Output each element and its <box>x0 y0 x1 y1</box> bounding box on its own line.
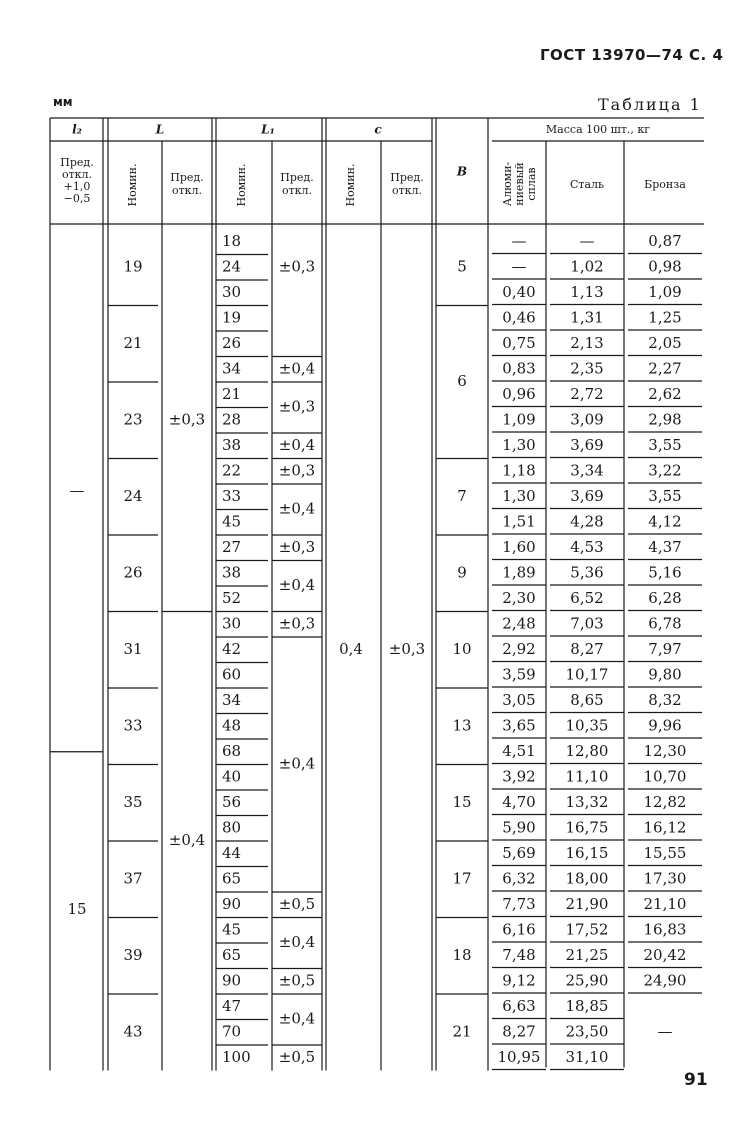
steel-mass-value: 4,28 <box>570 512 604 531</box>
B-value: 7 <box>457 486 467 505</box>
table-title: Таблица 1 <box>598 95 702 114</box>
aluminium-mass-value: 9,12 <box>502 971 536 990</box>
aluminium-mass-value: 0,46 <box>502 308 536 327</box>
bronze-mass-value: 4,12 <box>648 512 682 531</box>
L1-nominal-value: 65 <box>222 945 242 964</box>
L1-nominal-value: 30 <box>222 282 242 301</box>
header-nominal: Номин. <box>126 163 139 207</box>
L1-tolerance-value: ±0,3 <box>278 461 316 480</box>
steel-mass-value: 21,25 <box>565 945 609 964</box>
steel-mass-value: 18,85 <box>565 996 609 1015</box>
L1-tolerance-value: ±0,5 <box>278 894 316 913</box>
steel-mass-value: 17,52 <box>565 920 609 939</box>
steel-mass-value: 31,10 <box>565 1047 609 1066</box>
aluminium-mass-value: 6,16 <box>502 920 536 939</box>
header-tolerance: Пред. <box>390 171 424 184</box>
header-l2: l₂ <box>72 122 82 137</box>
steel-mass-value: 8,27 <box>570 639 604 658</box>
steel-mass-value: 10,35 <box>565 716 609 735</box>
bronze-mass-value: 3,55 <box>648 435 682 454</box>
aluminium-mass-value: 1,51 <box>502 512 536 531</box>
bronze-mass-value: 2,62 <box>648 384 682 403</box>
c-nominal-value: 0,4 <box>339 639 363 658</box>
steel-mass-value: 2,35 <box>570 359 604 378</box>
aluminium-mass-value: 3,59 <box>502 665 536 684</box>
steel-mass-value: 11,10 <box>565 767 609 786</box>
bronze-mass-value: 16,12 <box>643 818 687 837</box>
bronze-mass-value: 3,55 <box>648 486 682 505</box>
header-nominal: Номин. <box>344 163 357 207</box>
bronze-mass-value: 8,32 <box>648 690 682 709</box>
L-nominal-value: 33 <box>123 716 143 735</box>
L1-nominal-value: 24 <box>222 257 242 276</box>
L-tolerance-value: ±0,4 <box>168 831 206 849</box>
aluminium-mass-value: 5,90 <box>502 818 536 837</box>
steel-mass-value: — <box>579 231 595 250</box>
L-nominal-value: 21 <box>123 333 143 352</box>
L1-nominal-value: 40 <box>222 767 242 786</box>
steel-mass-value: 12,80 <box>565 741 609 760</box>
bronze-mass-value: 21,10 <box>643 894 687 913</box>
steel-mass-value: 23,50 <box>565 1022 609 1041</box>
aluminium-mass-value: 4,51 <box>502 741 536 760</box>
header-aluminium: Алюми- <box>501 161 514 207</box>
aluminium-mass-value: 0,75 <box>502 333 536 352</box>
header-B: B <box>456 164 468 179</box>
steel-mass-value: 1,02 <box>570 257 604 276</box>
B-value: 13 <box>452 716 472 735</box>
L-nominal-value: 37 <box>123 869 143 888</box>
aluminium-mass-value: 6,63 <box>502 996 536 1015</box>
aluminium-mass-value: — <box>511 231 527 250</box>
B-value: 17 <box>452 869 472 888</box>
L-nominal-value: 23 <box>123 410 143 429</box>
header-tolerance: откл. <box>171 184 203 197</box>
header-l2-tolerance: откл. <box>61 168 93 181</box>
aluminium-mass-value: 1,09 <box>502 410 536 429</box>
aluminium-mass-value: 6,32 <box>502 869 536 888</box>
steel-mass-value: 16,75 <box>565 818 609 837</box>
bronze-mass-value: 20,42 <box>643 945 687 964</box>
bronze-mass-value: 6,28 <box>648 588 682 607</box>
L1-nominal-value: 34 <box>222 359 242 378</box>
B-value: 15 <box>452 792 472 811</box>
L1-nominal-value: 80 <box>222 818 242 837</box>
L1-nominal-value: 27 <box>222 537 242 556</box>
L1-nominal-value: 90 <box>222 894 242 913</box>
bronze-mass-value: 17,30 <box>643 869 687 888</box>
steel-mass-value: 2,72 <box>570 384 604 403</box>
aluminium-mass-value: 2,48 <box>502 614 536 633</box>
bronze-mass-value: 9,80 <box>648 665 682 684</box>
header-mass-group: Масса 100 шт., кг <box>545 123 651 136</box>
aluminium-mass-value: 1,89 <box>502 563 536 582</box>
L1-nominal-value: 30 <box>222 614 242 633</box>
steel-mass-value: 13,32 <box>565 792 609 811</box>
steel-mass-value: 21,90 <box>565 894 609 913</box>
L1-nominal-value: 100 <box>222 1047 251 1066</box>
L1-tolerance-value: ±0,3 <box>278 257 316 276</box>
header-tolerance: Пред. <box>280 171 314 184</box>
B-value: 9 <box>457 563 467 582</box>
header-steel: Сталь <box>569 178 605 191</box>
aluminium-mass-value: — <box>511 257 527 276</box>
aluminium-mass-value: 1,18 <box>502 461 536 480</box>
aluminium-mass-value: 10,95 <box>497 1047 541 1066</box>
L1-tolerance-value: ±0,4 <box>278 499 316 518</box>
aluminium-mass-value: 0,40 <box>502 282 536 301</box>
header-tolerance: откл. <box>391 184 423 197</box>
header-l2-tolerance: Пред. <box>60 156 94 169</box>
aluminium-mass-value: 7,73 <box>502 894 536 913</box>
L1-nominal-value: 47 <box>222 996 242 1015</box>
L1-nominal-value: 28 <box>222 410 242 429</box>
bronze-mass-value: 0,98 <box>648 257 682 276</box>
L1-nominal-value: 68 <box>222 741 242 760</box>
header-c: c <box>374 122 382 137</box>
aluminium-mass-value: 3,05 <box>502 690 536 709</box>
aluminium-mass-value: 2,92 <box>502 639 536 658</box>
aluminium-mass-value: 8,27 <box>502 1022 536 1041</box>
bronze-mass-value: 15,55 <box>643 843 687 862</box>
L1-tolerance-value: ±0,4 <box>278 1009 316 1028</box>
L1-nominal-value: 38 <box>222 563 242 582</box>
bronze-mass-value: 12,30 <box>643 741 687 760</box>
header-aluminium: ниевый <box>513 162 526 206</box>
aluminium-mass-value: 3,65 <box>502 716 536 735</box>
aluminium-mass-value: 2,30 <box>502 588 536 607</box>
L1-tolerance-value: ±0,4 <box>278 754 316 773</box>
bronze-mass-value: 9,96 <box>648 716 682 735</box>
B-value: 5 <box>457 257 467 276</box>
steel-mass-value: 7,03 <box>570 614 604 633</box>
L1-nominal-value: 21 <box>222 384 242 403</box>
L-tolerance-value: ±0,3 <box>168 410 206 429</box>
L1-nominal-value: 44 <box>222 843 242 862</box>
B-value: 6 <box>457 372 467 390</box>
L1-nominal-value: 65 <box>222 869 242 888</box>
unit-label: мм <box>53 95 73 109</box>
bronze-mass-value: 4,37 <box>648 537 682 556</box>
steel-mass-value: 1,31 <box>570 308 604 327</box>
header-L1: L₁ <box>261 122 275 137</box>
L1-tolerance-value: ±0,3 <box>278 614 316 633</box>
aluminium-mass-value: 1,60 <box>502 537 536 556</box>
L1-tolerance-value: ±0,3 <box>278 397 316 416</box>
L1-nominal-value: 42 <box>222 639 242 658</box>
bronze-mass-value: 1,25 <box>648 308 682 327</box>
page-number: 91 <box>684 1070 708 1090</box>
aluminium-mass-value: 5,69 <box>502 843 536 862</box>
steel-mass-value: 1,13 <box>570 282 604 301</box>
steel-mass-value: 2,13 <box>570 333 604 352</box>
header-bronze: Бронза <box>644 178 686 191</box>
B-value: 10 <box>452 639 472 658</box>
L1-nominal-value: 70 <box>222 1022 242 1041</box>
steel-mass-value: 25,90 <box>565 971 609 990</box>
header-L: L <box>155 122 165 137</box>
L1-nominal-value: 48 <box>222 716 242 735</box>
header-tolerance: откл. <box>281 184 313 197</box>
bronze-mass-value: 12,82 <box>643 792 687 811</box>
bronze-mass-value: 0,87 <box>648 231 682 250</box>
L1-nominal-value: 22 <box>222 461 242 480</box>
L-nominal-value: 39 <box>123 945 143 964</box>
bronze-mass-value: 6,78 <box>648 614 682 633</box>
L1-nominal-value: 45 <box>222 512 242 531</box>
aluminium-mass-value: 1,30 <box>502 435 536 454</box>
steel-mass-value: 4,53 <box>570 537 604 556</box>
steel-mass-value: 6,52 <box>570 588 604 607</box>
c-tolerance-value: ±0,3 <box>388 639 426 658</box>
l2-value: — <box>69 481 85 500</box>
header-tolerance: Пред. <box>170 171 204 184</box>
steel-mass-value: 18,00 <box>565 869 609 888</box>
header-l2-tolerance: +1,0 <box>63 180 91 193</box>
bronze-mass-value: 2,05 <box>648 333 682 352</box>
header-l2-tolerance: −0,5 <box>63 192 91 205</box>
L1-tolerance-value: ±0,5 <box>278 971 316 990</box>
bronze-mass-value: 7,97 <box>648 639 682 658</box>
L1-tolerance-value: ±0,3 <box>278 537 316 556</box>
bronze-mass-value: 2,27 <box>648 359 682 378</box>
bronze-mass-value: 10,70 <box>643 767 687 786</box>
bronze-mass-value: 1,09 <box>648 282 682 301</box>
L1-nominal-value: 38 <box>222 435 242 454</box>
L1-tolerance-value: ±0,4 <box>278 933 316 951</box>
header-nominal: Номин. <box>235 163 248 207</box>
bronze-mass-value: 5,16 <box>648 563 682 582</box>
header-aluminium: сплав <box>525 167 538 201</box>
steel-mass-value: 5,36 <box>570 563 604 582</box>
L1-nominal-value: 18 <box>222 231 242 250</box>
L1-tolerance-value: ±0,5 <box>278 1047 316 1066</box>
l2-value: 15 <box>67 899 87 918</box>
bronze-mass-value: 2,98 <box>648 410 682 429</box>
L-nominal-value: 35 <box>123 792 143 811</box>
L1-nominal-value: 34 <box>222 690 242 709</box>
L1-nominal-value: 56 <box>222 792 242 811</box>
aluminium-mass-value: 0,83 <box>502 359 536 378</box>
L-nominal-value: 19 <box>123 257 143 276</box>
L1-nominal-value: 90 <box>222 971 242 990</box>
B-value: 21 <box>452 1022 472 1041</box>
aluminium-mass-value: 1,30 <box>502 486 536 505</box>
bronze-mass-value: 3,22 <box>648 461 682 480</box>
steel-mass-value: 16,15 <box>565 843 609 862</box>
L-nominal-value: 31 <box>123 639 143 658</box>
L1-tolerance-value: ±0,4 <box>278 576 316 594</box>
bronze-mass-value: 16,83 <box>643 920 687 939</box>
bronze-mass-value: 24,90 <box>643 971 687 990</box>
steel-mass-value: 3,69 <box>570 486 604 505</box>
aluminium-mass-value: 0,96 <box>502 384 536 403</box>
L1-nominal-value: 33 <box>222 486 242 505</box>
L-nominal-value: 43 <box>123 1022 143 1041</box>
steel-mass-value: 3,69 <box>570 435 604 454</box>
bronze-mass-value: — <box>657 1022 673 1041</box>
L-nominal-value: 24 <box>123 486 143 505</box>
L1-nominal-value: 60 <box>222 665 242 684</box>
steel-mass-value: 3,09 <box>570 410 604 429</box>
aluminium-mass-value: 7,48 <box>502 945 536 964</box>
steel-mass-value: 8,65 <box>570 690 604 709</box>
B-value: 18 <box>452 945 472 964</box>
L1-nominal-value: 52 <box>222 588 242 607</box>
aluminium-mass-value: 4,70 <box>502 792 536 811</box>
L1-nominal-value: 19 <box>222 308 242 327</box>
steel-mass-value: 3,34 <box>570 461 604 480</box>
document-header: ГОСТ 13970—74 С. 4 <box>540 46 724 64</box>
L1-nominal-value: 26 <box>222 333 242 352</box>
aluminium-mass-value: 3,92 <box>502 767 536 786</box>
L1-tolerance-value: ±0,4 <box>278 359 316 378</box>
L1-nominal-value: 45 <box>222 920 242 939</box>
steel-mass-value: 10,17 <box>565 665 609 684</box>
L-nominal-value: 26 <box>123 563 143 582</box>
L1-tolerance-value: ±0,4 <box>278 435 316 454</box>
